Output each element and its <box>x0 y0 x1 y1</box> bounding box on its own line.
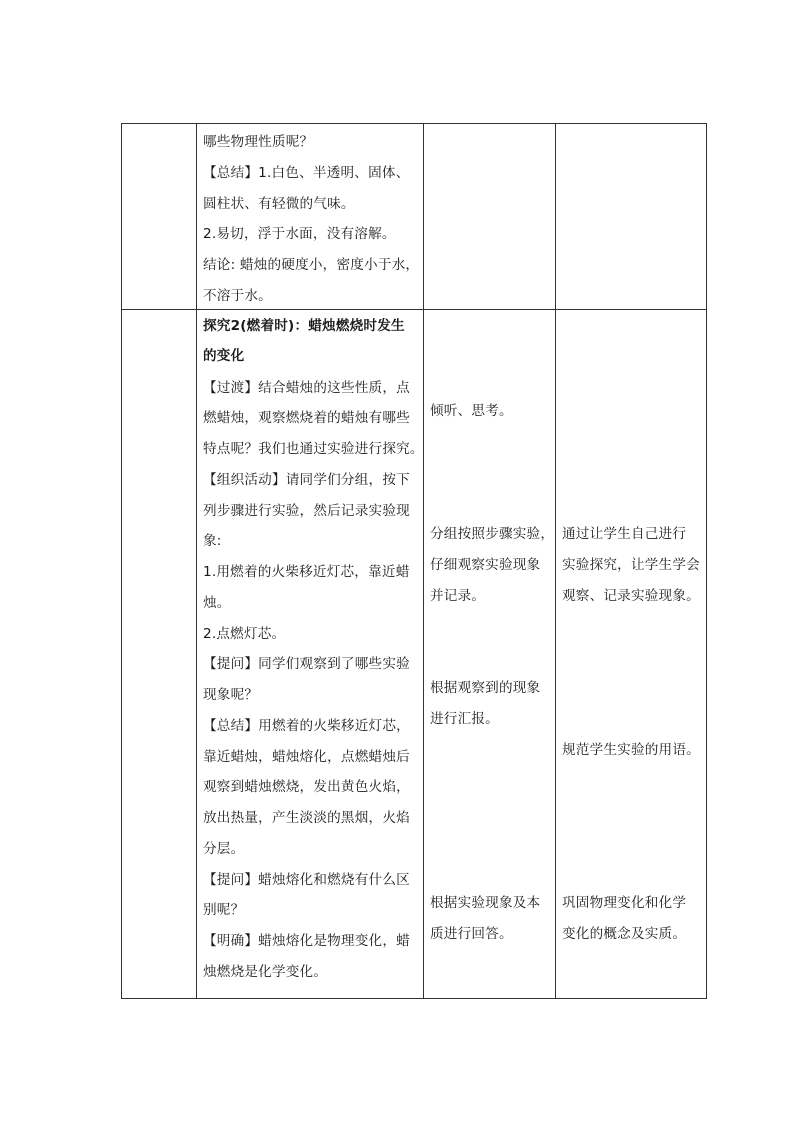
text-line: 特点呢？我们也通过实验进行探究。 <box>203 441 424 457</box>
teacher-activity-cell <box>197 310 424 999</box>
table-row <box>122 124 707 310</box>
text-line: 根据观察到的现象 <box>430 680 541 696</box>
text-line: 【提问】同学们观察到了哪些实验 <box>203 656 410 672</box>
text-line: 现象呢？ <box>203 687 259 703</box>
text-line: 【过渡】结合蜡烛的这些性质，点 <box>203 380 410 396</box>
design-intent-cell <box>556 124 707 310</box>
section-heading: 的变化 <box>203 348 245 364</box>
text-line: 分层。 <box>203 841 245 857</box>
text-line: 哪些物理性质呢？ <box>203 134 314 150</box>
text-line: 根据实验现象及本 <box>430 895 541 911</box>
text-line: 不溶于水。 <box>203 288 272 304</box>
text-line: 结论: 蜡烛的硬度小，密度小于水， <box>203 257 420 273</box>
student-activity-cell <box>424 310 556 999</box>
text-line: 烛。 <box>203 595 231 611</box>
text-line: 燃蜡烛，观察燃烧着的蜡烛有哪些 <box>203 410 410 426</box>
text-line: 变化的概念及实质。 <box>562 926 687 942</box>
text-line: 分组按照步骤实验， <box>430 526 555 542</box>
text-line: 【总结】1.白色、半透明、固体、 <box>203 165 410 181</box>
text-line: 2.易切，浮于水面，没有溶解。 <box>203 226 396 242</box>
design-intent-cell <box>556 310 707 999</box>
teacher-activity-cell <box>197 124 424 310</box>
stage-cell <box>122 310 197 999</box>
text-line: 烛燃烧是化学变化。 <box>203 964 328 980</box>
text-line: 【总结】用燃着的火柴移近灯芯， <box>203 718 410 734</box>
text-line: 通过让学生自己进行 <box>562 526 687 542</box>
text-line: 1.用燃着的火柴移近灯芯，靠近蜡 <box>203 564 410 580</box>
table-row <box>122 310 707 999</box>
text-line: 倾听、思考。 <box>430 403 513 419</box>
text-line: 实验探究，让学生学会 <box>562 557 700 573</box>
text-line: 并记录。 <box>430 588 486 604</box>
text-line: 【组织活动】请同学们分组，按下 <box>203 472 410 488</box>
text-line: 象: <box>203 533 222 549</box>
student-activity-cell <box>424 124 556 310</box>
text-line: 靠近蜡烛，蜡烛熔化，点燃蜡烛后 <box>203 749 410 765</box>
text-line: 2.点燃灯芯。 <box>203 626 286 642</box>
section-heading: 探究2(燃着时)：蜡烛燃烧时发生 <box>203 318 405 334</box>
text-line: 【提问】蜡烛熔化和燃烧有什么区 <box>203 872 410 888</box>
text-line: 巩固物理变化和化学 <box>562 895 687 911</box>
text-line: 【明确】蜡烛熔化是物理变化，蜡 <box>203 933 410 949</box>
text-line: 观察到蜡烛燃烧，发出黄色火焰， <box>203 779 410 795</box>
lesson-plan-table <box>121 123 707 999</box>
text-line: 放出热量，产生淡淡的黑烟，火焰 <box>203 810 410 826</box>
text-line: 别呢？ <box>203 902 245 918</box>
text-line: 列步骤进行实验，然后记录实验现 <box>203 503 410 519</box>
text-line: 规范学生实验的用语。 <box>562 742 700 758</box>
text-line: 圆柱状、有轻微的气味。 <box>203 196 355 212</box>
text-line: 进行汇报。 <box>430 711 499 727</box>
text-line: 观察、记录实验现象。 <box>562 588 700 604</box>
stage-cell <box>122 124 197 310</box>
text-line: 仔细观察实验现象 <box>430 557 541 573</box>
text-line: 质进行回答。 <box>430 926 513 942</box>
